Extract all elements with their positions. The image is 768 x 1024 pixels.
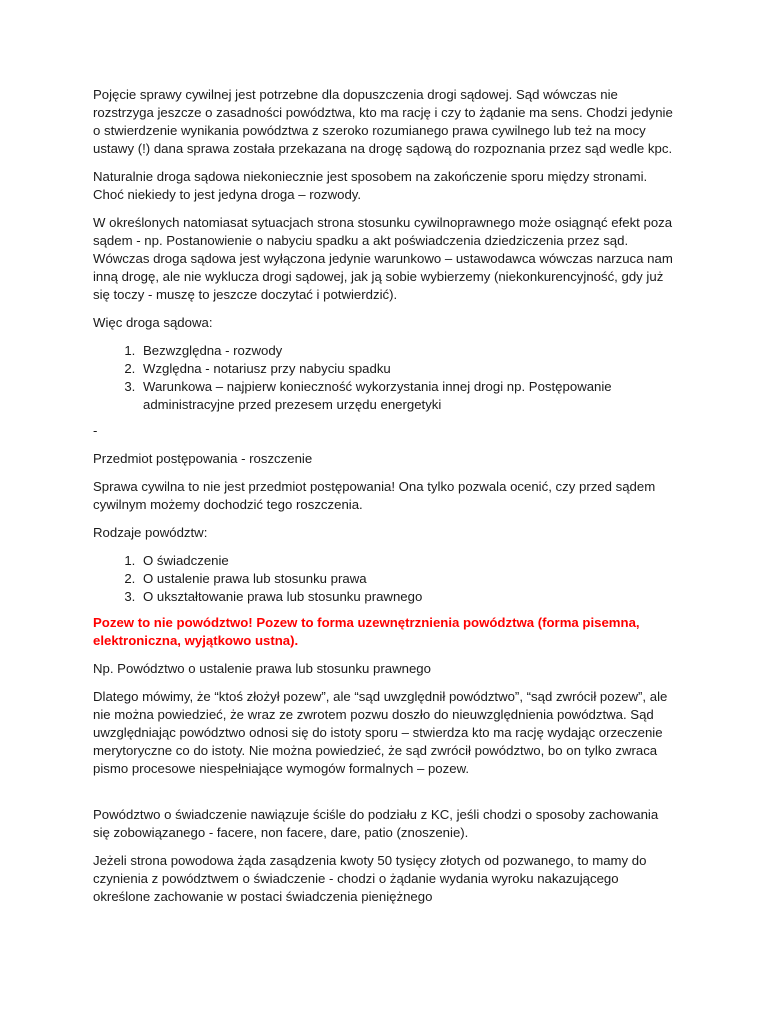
list-item: 2. O ustalenie prawa lub stosunku prawa xyxy=(139,570,675,588)
paragraph-monetary-example: Jeżeli strona powodowa żąda zasądzenia kwoty 50 tysięcy złotych od pozwanego, to mamy do czynienia z powództwem o świadczenie - chodzi o żądanie wydania wyroku nakazującego określone zachowanie w postaci świadczenia pieniężnego xyxy=(93,853,647,904)
list-item: 1. Bezwzględna - rozwody xyxy=(139,342,675,360)
paragraph-performance-action: Powództwo o świadczenie nawiązuje ściśle do podziału z KC, jeśli chodzi o sposoby zachowania się zobowiązanego - facere, non facere, dare, patio (znoszenie). xyxy=(93,807,659,840)
list-item: 2. Względna - notariusz przy nabyciu spadku xyxy=(139,360,675,378)
paragraph-civil-case-concept: Pojęcie sprawy cywilnej jest potrzebne dla dopuszczenia drogi sądowej. Sąd wówczas nie rozstrzyga jeszcze o zasadności powództwa, kto ma rację i czy to żądanie ma sens. Chodzi jedynie o stwierdzenie wynikania powództwa z szeroko rozumianego prawa cywilnego lub też na mocy ustawy (!) dana sprawa została przekazana na drogę sądową do rozpoznania przez sąd wedle kpc. xyxy=(93,87,673,156)
court-route-list xyxy=(93,342,675,414)
paragraph-court-route-heading: Więc droga sądowa: xyxy=(93,315,213,330)
paragraph-terminology-explanation: Dlatego mówimy, że “ktoś złożył pozew”, ale “sąd uwzględnił powództwo”, “sąd zwrócił pozew”, ale nie można powiedzieć, że wraz ze zwrotem pozwu doszło do nieuwzględnienia powództwa. Sąd uwzględniając powództwo odnosi się do istoty sporu – stwierdza kto ma rację wydając orzeczenie merytoryczne co do istoty. Nie można powiedzieć, że sąd zwrócił powództwo, bo on tylko zwraca pismo procesowe niespełniające wymogów formalnych – pozew. xyxy=(93,689,668,776)
paragraph-example-action: Np. Powództwo o ustalenie prawa lub stosunku prawnego xyxy=(93,661,431,676)
paragraph-outside-court-effect: W określonych natomiasat sytuacjach strona stosunku cywilnoprawnego może osiągnąć efekt poza sądem - np. Postanowienie o nabyciu spadku a akt poświadczenia dziedziczenia przez sąd. Wówczas droga sądowa jest wyłączona jedynie warunkowo – ustawodawca wówczas narzuca nam inną drogę, ale nie wyklucza drogi sądowej, jak ją sobie wybierzemy (niekonkurencyjność, gdy już się toczy - muszę to jeszcze doczytać i potwierdzić). xyxy=(93,215,673,302)
list-item: 1. O świadczenie xyxy=(139,552,675,570)
paragraph-emphasis-pozew: Pozew to nie powództwo! Pozew to forma uzewnętrznienia powództwa (forma pisemna, elektroniczna, wyjątkowo ustna). xyxy=(93,615,640,648)
dash-separator: - xyxy=(93,423,98,438)
paragraph-court-route-not-only: Naturalnie droga sądowa niekoniecznie jest sposobem na zakończenie sporu między stronami. Choć niekiedy to jest jedyna droga – rozwody. xyxy=(93,169,648,202)
paragraph-subject-of-proceedings: Przedmiot postępowania - roszczenie xyxy=(93,451,313,466)
document-page xyxy=(93,86,675,916)
paragraph-civil-case-not-subject: Sprawa cywilna to nie jest przedmiot postępowania! Ona tylko pozwala ocenić, czy przed sądem cywilnym możemy dochodzić tego roszczenia. xyxy=(93,479,656,512)
types-of-actions-list xyxy=(93,552,675,606)
paragraph-types-of-actions-heading: Rodzaje powództw: xyxy=(93,525,208,540)
list-item: 3. O ukształtowanie prawa lub stosunku prawnego xyxy=(139,588,675,606)
list-item: 3. Warunkowa – najpierw konieczność wykorzystania innej drogi np. Postępowanie administracyjne przed prezesem urzędu energetyki xyxy=(139,378,675,414)
blank-line xyxy=(93,788,675,806)
